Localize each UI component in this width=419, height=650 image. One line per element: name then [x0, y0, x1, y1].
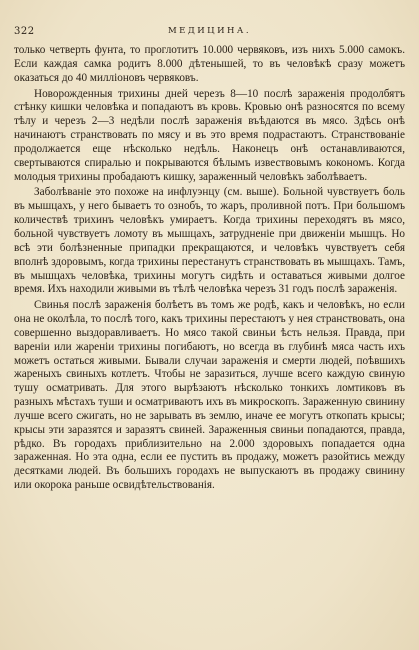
paragraph-trichinae-migration: Новорожденныя трихины дней черезъ 8—10 послѣ зараженiя продолбятъ стѣнку кишки человѣка и попадаютъ въ кровь. Кровью онѣ разносятся по всему тѣлу и черезъ 2—3 недѣли послѣ зараженiя въѣдаются въ мясо. Здѣсь онѣ начинаютъ странствовать по мясу и въ это время подрастаютъ. Странствованiе продолжается еще нѣсколько недѣль. Наконецъ онѣ останавливаются, свертываются спиралью и покрываются бѣлымъ извествовымъ кокономъ. Когда молодыя трихины пробадаютъ кишку, зараженный человѣкъ заболѣваетъ. — [14, 87, 405, 183]
page-header — [14, 26, 405, 40]
paragraph-continuation: только четверть фунта, то проглотитъ 10.000 червяковъ, изъ нихъ 5.000 самокъ. Если каждая самка родитъ 8.000 дѣтенышей, то въ человѣкѣ сразу можетъ оказаться до 40 миллiоновъ червяковъ. — [14, 44, 405, 84]
body-text — [14, 44, 405, 493]
paragraph-pig-infection: Свинья послѣ зараженiя болѣетъ въ томъ же родѣ, какъ и человѣкъ, но если она не околѣла, то послѣ того, какъ трихины перестаютъ у нея странствовать, она совершенно выздоравливаетъ. Но мясо такой свиньи ѣсть нельзя. Правда, при варенiи или жаренiи трихины погибаютъ, но всегда въ глубинѣ мяса часть ихъ можетъ остаться живыми. Бывали случаи зараженiя и смерти людей, поѣвшихъ жареныхъ свиныхъ котлетъ. Чтобы не заразиться, лучше всего каждую свиную тушу осматривать. Для этого вырѣзаютъ нѣсколько тонкихъ ломтиковъ въ разныхъ мѣстахъ туши и осматриваютъ ихъ въ микроскопъ. Зараженную свинину лучше всего сжигать, но не зарывать въ землю, иначе ее могутъ откопать крысы; крысы эти заразятся и заразятъ свиней. Зараженныя свиньи попадаются, правда, рѣдко. Въ городахъ приблизительно на 2.000 здоровыхъ попадается одна зараженная. Но эта одна, если ее пустить въ продажу, можетъ разойтись между десятками людей. Въ большихъ городахъ не выпускаютъ въ продажу свинину или окорока раньше освидѣтельствованiя. — [14, 299, 405, 492]
running-title: МЕДИЦИНА. — [167, 26, 252, 36]
paragraph-illness-symptoms: Заболѣванiе это похоже на инфлуэнцу (см. выше). Больной чувствуетъ боль въ мышцахъ, у него бываетъ то ознобъ, то жаръ, проливной потъ. При большомъ количествѣ трихинъ человѣкъ умираетъ. Когда трихины переходятъ въ мясо, больной чувствуетъ ломоту въ мышцахъ, затрудненiе при движенiи мышцъ. Но всѣ эти болѣзненные припадки прекращаются, и человѣкъ чувствуетъ себя вполнѣ здоровымъ, когда трихины перестанутъ странствовать въ мышцахъ. Тамъ, въ мышцахъ человѣка, трихины могутъ сидѣть и оставаться живыми долгое время. Ихъ находили живыми въ тѣлѣ человѣка черезъ 31 годъ послѣ зараженiя. — [14, 186, 405, 296]
page-number: 322 — [14, 26, 35, 37]
